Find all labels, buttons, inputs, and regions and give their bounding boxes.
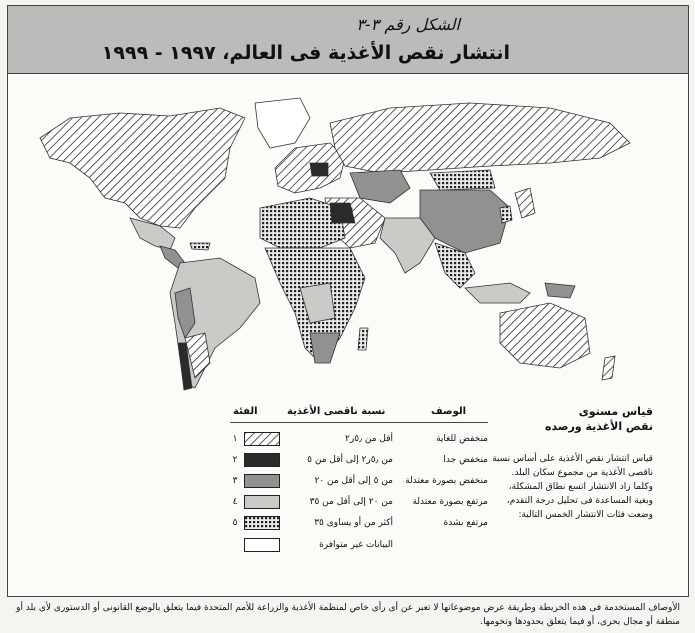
legend-swatch-dots (244, 516, 280, 530)
legend-row-number: ٣ (232, 476, 238, 486)
legend-row-range: من ٢٠ إلى أقل من ٣٥ (309, 497, 393, 507)
legend-row (230, 430, 488, 448)
legend-row-range: من ٥ إلى أقل من ٢٠ (314, 476, 393, 486)
china-region (420, 190, 510, 253)
legend-row (230, 514, 488, 532)
korea-region (500, 206, 512, 223)
legend-row-number: ١ (232, 434, 238, 444)
legend-row-description: منخفض للغاية (436, 434, 488, 444)
legend-row-number: ٥ (232, 518, 238, 528)
new-zealand-region (602, 356, 615, 380)
greenland-region (255, 98, 310, 148)
legend-row-range: أكثر من أو يساوى ٣٥ (314, 518, 393, 528)
legend-side-title-line1: قياس مستوى (578, 405, 653, 418)
legend-header-description: الوصف (431, 406, 467, 417)
legend-row-range: من ٥٫ر٢ إلى أقل من ٥ (307, 455, 393, 465)
russia-region (330, 103, 630, 173)
mongolia-region (430, 170, 495, 190)
footer-note: الأوصاف المستخدمة فى هذه الخريطة وطريقة عرض موضوعاتها لا تعبر عن أى رأى خاص لمنظمة الأغذية والزراعة للأمم المتحدة فيما يتعلق بالوضع القانونى أو الدستورى لأى بلد أو منطقة أو مجال بحرى، أو فيما يتعلق بحدودها وتخومها. (16, 603, 680, 627)
legend-row (230, 493, 488, 511)
legend-row-number: ٢ (232, 455, 238, 465)
legend-row-description: مرتفع بشدة (443, 518, 488, 528)
legend-row-description: مرتفع بصورة معتدلة (412, 497, 488, 507)
legend-divider (230, 422, 488, 423)
europe-region (275, 143, 345, 193)
australia-region (500, 303, 590, 368)
legend-row-range: أقل من ٥٫ر٢ (345, 434, 393, 444)
legend-no-data-row (230, 536, 488, 554)
legend-swatch-dark (244, 453, 280, 467)
legend-swatch-mid (244, 474, 280, 488)
legend-side-title-line2: نقص الأغذية ورصده (545, 420, 653, 433)
legend-row-description: منخفض بصورة معتدلة (405, 476, 488, 486)
legend-swatch-hatch (244, 432, 280, 446)
legend-swatch-no-data (244, 538, 280, 552)
world-map (10, 78, 670, 398)
legend-header-percent: نسبة ناقصى الأغذية (287, 406, 386, 417)
europe-region (310, 163, 328, 176)
legend-row (230, 472, 488, 490)
legend-no-data-label: البيانات غير متوافرة (319, 540, 393, 550)
southern-africa-region (310, 333, 340, 363)
figure-number: الشكل رقم ٣-٣ (356, 15, 460, 34)
legend-header-category: الفئة (233, 406, 258, 417)
figure-title: انتشار نقص الأغذية فى العالم، ١٩٩٧ - ١٩٩٩ (101, 42, 510, 64)
caribbean-region (190, 243, 210, 250)
legend-swatch-light (244, 495, 280, 509)
legend-row-description: منخفض جدا (443, 455, 488, 465)
legend-panel (15, 393, 680, 593)
legend-side-title (545, 404, 653, 434)
legend-side-text: قياس انتشار نقص الأغذية على أساس نسبة ناقصى الأغذية من مجموع سكان البلد. وكلما زاد الانتشار اتسع نطاق المشكلة، وبغية المساعدة فى تحليل درجة التقدم، وضعت فئات الانتشار الخمس التالية: (492, 454, 653, 520)
legend-row-number: ٤ (232, 497, 238, 507)
legend-row (230, 451, 488, 469)
madagascar-region (358, 328, 368, 350)
southeast-asia-islands-region (465, 283, 530, 303)
japan-region (515, 188, 535, 218)
papua-new-guinea-region (545, 283, 575, 298)
north-america-region (40, 108, 245, 228)
figure-header (8, 6, 688, 74)
